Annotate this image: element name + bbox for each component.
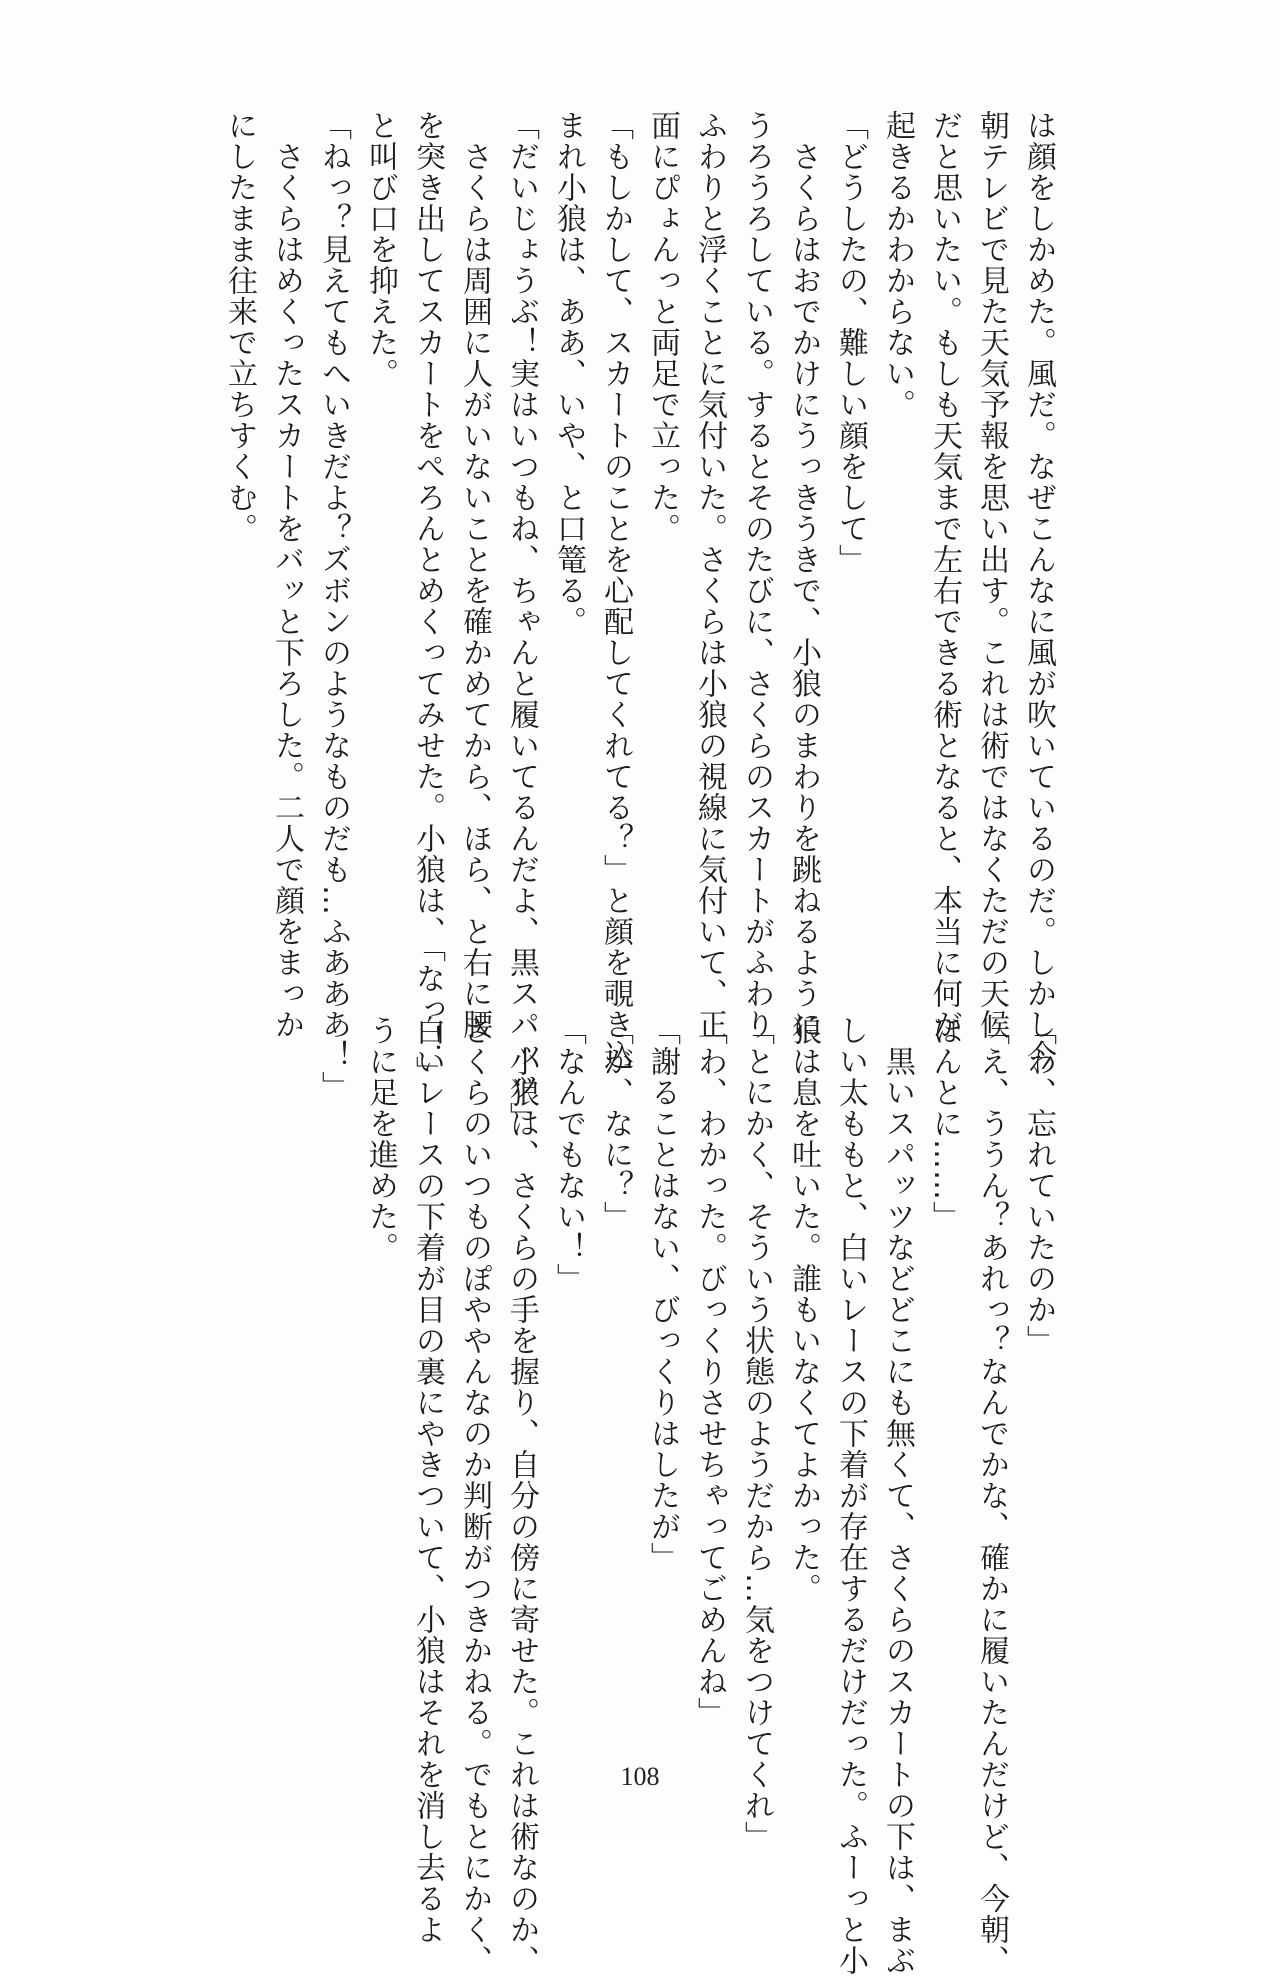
text-line: 黒いスパッツなどどこにも無くて、さくらのスカートの下は、まぶ [880,1015,915,1976]
text-line: 「わ、忘れていたのか」 [1021,1015,1056,1356]
text-line: 「え、ううん？あれっ？なんでかな、確かに履いたんだけど、今朝、 [974,1015,1009,1976]
text-line: と叫び口を抑えた。 [363,110,398,389]
text-line: 白いレースの下着が目の裏にやきついて、小狼はそれを消し去るよ [410,1015,445,1945]
text-line: だと思いたい。もしも天気まで左右できる術となると、本当に何が [927,110,962,1040]
text-line: 「どうしたの、難しい顔をして」 [833,110,868,575]
text-line: 狼は息を吐いた。誰もいなくてよかった。 [786,1015,821,1604]
text-line: さくらはおでかけにうっきうきで、小狼のまわりを跳ねるように [786,110,821,1040]
text-line: 「わ、わかった。びっくりさせちゃってごめんね」 [692,1015,727,1728]
text-line: うろうろしている。するとそのたびに、さくらのスカートがふわり [739,110,774,1040]
text-line: 起きるかわからない。 [880,110,915,420]
text-line: 面にぴょんっと両足で立った。 [645,110,680,544]
text-line: さくらのいつものぽややんなのか判断がつきかねる。でもとにかく、 [457,1015,492,1976]
text-line: 「謝ることはない、びっくりはしたが」 [645,1015,680,1573]
text-line: さくらは周囲に人がいないことを確かめてから、ほら、と右に腰 [457,110,492,1040]
text-line: しい太ももと、白いレースの下着が存在するだけだった。ふーっと小 [833,1015,868,1976]
text-line: ほんとに……」 [927,1015,962,1232]
text-line: 「だいじょうぶ！実はいつもね、ちゃんと履いてるんだよ、黒スパッツ」 [504,110,539,1133]
page-number: 108 [620,1762,660,1791]
text-line: は顔をしかめた。風だ。なぜこんなに風が吹いているのだ。しかし今 [1021,110,1056,1071]
text-line: 「もしかして、スカートのことを心配してくれてる？」と顔を覗き込 [598,110,633,1071]
text-line: 朝テレビで見た天気予報を思い出す。これは術ではなくただの天候 [974,110,1009,1040]
text-line: まれ小狼は、ああ、いや、と口篭る。 [551,110,586,637]
text-line: にしたまま往来で立ちすくむ。 [222,110,257,544]
text-line: 小狼は、さくらの手を握り、自分の傍に寄せた。これは術なのか、 [504,1015,539,1976]
text-line: 「ねっ？見えてもへいきだよ？ズボンのようなものだも…ふあああ！」 [316,110,351,1102]
text-line: ふわりと浮くことに気付いた。さくらは小狼の視線に気付いて、正 [692,110,727,1040]
text-line: 「が、なに？」 [598,1015,633,1232]
text-line: 「とにかく、そういう状態のようだから…気をつけてくれ」 [739,1015,774,1852]
text-line: を突き出してスカートをぺろんとめくってみせた。小狼は、「なっ！」 [410,110,445,1087]
text-line: さくらはめくったスカートをバッと下ろした。二人で顔をまっか [269,110,304,1040]
text-line: 「なんでもない！」 [551,1015,586,1294]
text-line: うに足を進めた。 [363,1015,398,1263]
